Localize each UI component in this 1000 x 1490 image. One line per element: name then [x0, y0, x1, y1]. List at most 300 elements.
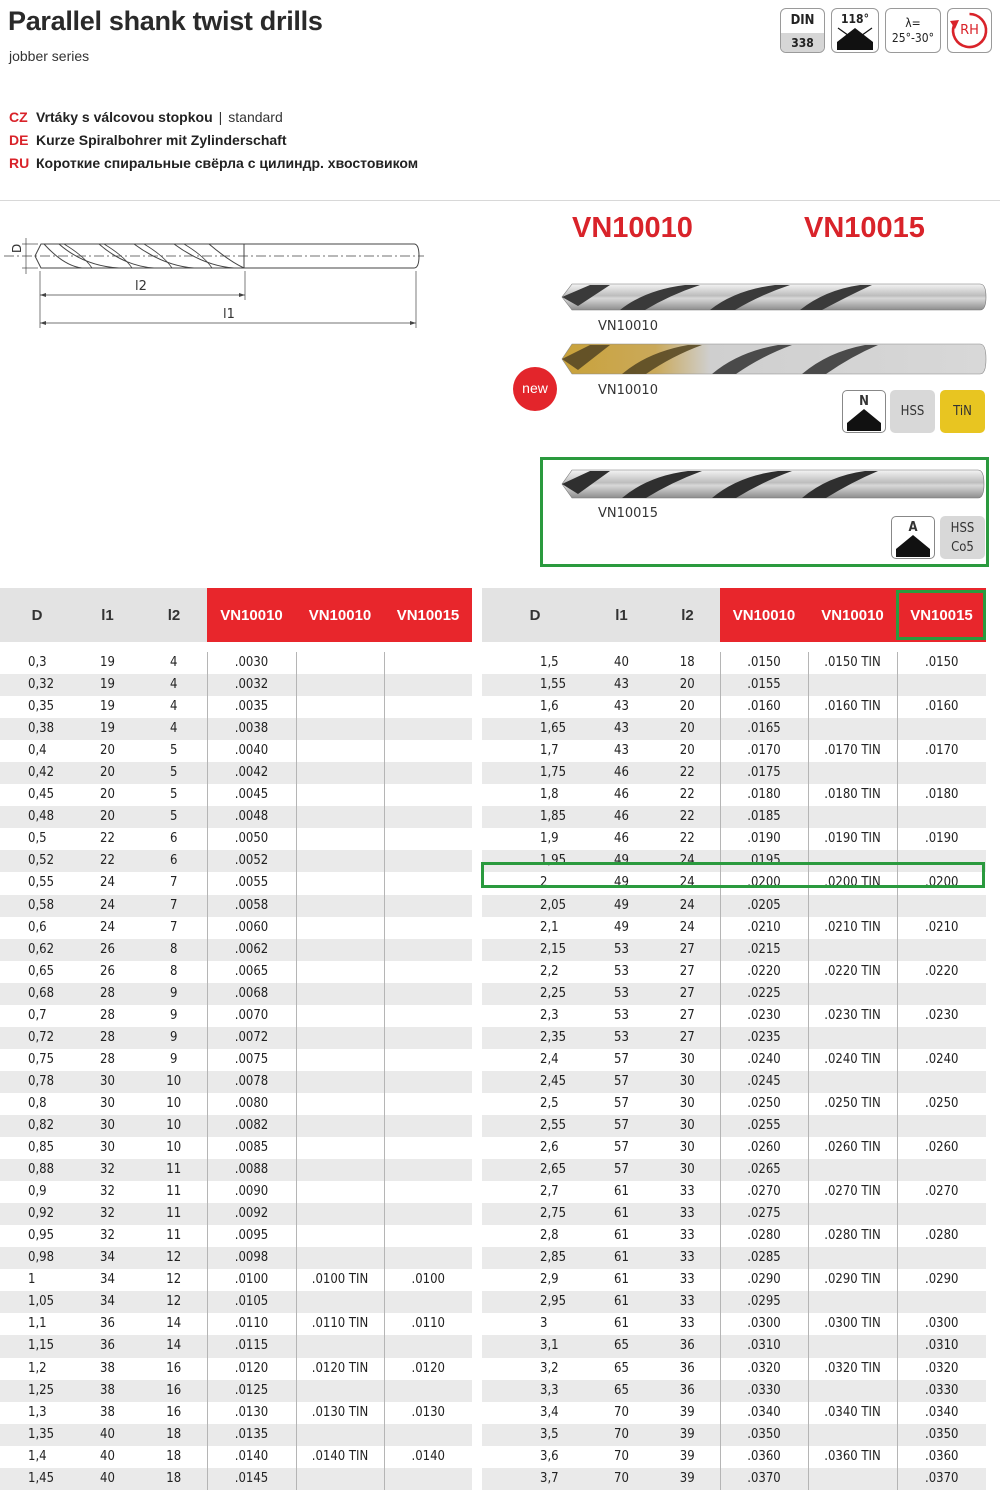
- cell-l2: 11: [141, 1159, 207, 1181]
- cell-vn10010: .0045: [207, 784, 296, 806]
- cell-l2: 39: [655, 1402, 720, 1424]
- cell-l1: 70: [588, 1446, 655, 1468]
- cell-d: 2,65: [482, 1159, 588, 1181]
- cell-vn10015: .0290: [897, 1269, 986, 1291]
- cell-vn10010-tin: [296, 1424, 384, 1446]
- table-row: [0, 1335, 472, 1357]
- cell-vn10015: [384, 784, 472, 806]
- cell-vn10015: [384, 1225, 472, 1247]
- language-code: DE: [9, 132, 29, 148]
- cell-d: 0,88: [0, 1159, 74, 1181]
- cell-l2: 36: [655, 1380, 720, 1402]
- cell-vn10010-tin: [808, 983, 897, 1005]
- cell-d: 1,4: [0, 1446, 74, 1468]
- cell-vn10010: .0130: [207, 1402, 296, 1424]
- cell-vn10010-tin: [296, 1049, 384, 1071]
- cell-l2: 4: [141, 718, 207, 740]
- cell-vn10015: [897, 718, 986, 740]
- cell-vn10010: .0110: [207, 1313, 296, 1335]
- cell-d: 0,72: [0, 1027, 74, 1049]
- cell-vn10010-tin: .0290 TIN: [808, 1269, 897, 1291]
- cell-d: 1: [0, 1269, 74, 1291]
- cell-l1: 61: [588, 1313, 655, 1335]
- cell-vn10010-tin: [296, 762, 384, 784]
- cell-l2: 20: [655, 674, 720, 696]
- cell-d: 3,7: [482, 1468, 588, 1490]
- cell-l1: 40: [74, 1468, 141, 1490]
- cell-d: 3: [482, 1313, 588, 1335]
- cell-l2: 9: [141, 983, 207, 1005]
- cell-vn10010: .0190: [720, 828, 808, 850]
- table-row: [482, 828, 986, 850]
- cell-vn10015: [384, 939, 472, 961]
- cell-l1: 20: [74, 762, 141, 784]
- cell-vn10010: .0035: [207, 696, 296, 718]
- table-row: [0, 1291, 472, 1313]
- cell-d: 2,9: [482, 1269, 588, 1291]
- cell-vn10010-tin: [296, 1181, 384, 1203]
- cell-l2: 18: [655, 652, 720, 674]
- cell-l2: 16: [141, 1380, 207, 1402]
- cell-l2: 22: [655, 762, 720, 784]
- cell-d: 1,05: [0, 1291, 74, 1313]
- cell-vn10010-tin: [296, 696, 384, 718]
- table-row: [0, 1402, 472, 1424]
- cell-vn10015: .0120: [384, 1358, 472, 1380]
- hss-co5-line2: Co5: [951, 540, 974, 555]
- cell-vn10010-tin: .0340 TIN: [808, 1402, 897, 1424]
- cell-vn10010: .0075: [207, 1049, 296, 1071]
- material-group-n-label: N: [859, 394, 869, 409]
- cell-vn10010-tin: [296, 1027, 384, 1049]
- cell-d: 3,4: [482, 1402, 588, 1424]
- table-row: [482, 1291, 986, 1313]
- cell-vn10010: .0235: [720, 1027, 808, 1049]
- cell-vn10010: .0200: [720, 872, 808, 894]
- cell-vn10010: .0175: [720, 762, 808, 784]
- language-list: [9, 106, 418, 175]
- drill-image-vn10010-tin: [560, 340, 988, 382]
- cell-vn10015: [897, 1071, 986, 1093]
- cell-vn10015: [384, 917, 472, 939]
- cell-vn10015: [897, 1159, 986, 1181]
- cell-vn10015: .0210: [897, 917, 986, 939]
- cell-vn10015: [897, 806, 986, 828]
- cell-l2: 16: [141, 1402, 207, 1424]
- cell-vn10010: .0120: [207, 1358, 296, 1380]
- cell-l2: 22: [655, 806, 720, 828]
- cell-l1: 32: [74, 1225, 141, 1247]
- cell-vn10010: .0088: [207, 1159, 296, 1181]
- cell-l1: 65: [588, 1335, 655, 1357]
- cell-d: 2,15: [482, 939, 588, 961]
- drill-image-vn10010: [560, 280, 988, 322]
- cell-vn10010: .0125: [207, 1380, 296, 1402]
- cell-l1: 61: [588, 1181, 655, 1203]
- cell-vn10015: [384, 1093, 472, 1115]
- table-row: [482, 674, 986, 696]
- cell-d: 0,42: [0, 762, 74, 784]
- cell-l2: 39: [655, 1424, 720, 1446]
- row-2mm-highlight: [481, 862, 985, 888]
- cell-vn10015: [897, 1291, 986, 1313]
- cell-vn10010-tin: [296, 1203, 384, 1225]
- cell-l1: 57: [588, 1049, 655, 1071]
- cell-vn10010-tin: .0210 TIN: [808, 917, 897, 939]
- cell-vn10010: .0050: [207, 828, 296, 850]
- table-row: [482, 740, 986, 762]
- cell-d: 2,8: [482, 1225, 588, 1247]
- cell-d: 0,6: [0, 917, 74, 939]
- column-header-l2: l2: [655, 588, 720, 642]
- cell-vn10010-tin: .0190 TIN: [808, 828, 897, 850]
- cell-l2: 7: [141, 872, 207, 894]
- cell-l2: 33: [655, 1313, 720, 1335]
- cell-vn10010: .0340: [720, 1402, 808, 1424]
- cell-l1: 36: [74, 1335, 141, 1357]
- material-group-a-label: A: [908, 520, 918, 535]
- cell-l2: 27: [655, 1027, 720, 1049]
- cell-vn10015: .0230: [897, 1005, 986, 1027]
- tin-coating-badge: TiN: [940, 390, 985, 433]
- cell-l2: 10: [141, 1093, 207, 1115]
- cell-vn10015: [384, 740, 472, 762]
- language-row-cz: [9, 106, 418, 129]
- cell-l1: 61: [588, 1247, 655, 1269]
- table-row: [482, 1446, 986, 1468]
- cell-vn10010: .0225: [720, 983, 808, 1005]
- table-row: [0, 718, 472, 740]
- table-row: [0, 1005, 472, 1027]
- language-text: Vrtáky s válcovou stopkou: [36, 109, 213, 125]
- cell-vn10015: [384, 1181, 472, 1203]
- cell-vn10015: .0360: [897, 1446, 986, 1468]
- cell-vn10015: [897, 1203, 986, 1225]
- table-row: [482, 1027, 986, 1049]
- rotation-label: RH: [960, 23, 979, 38]
- cell-vn10010-tin: .0260 TIN: [808, 1137, 897, 1159]
- cell-vn10010: .0205: [720, 895, 808, 917]
- cell-d: 2,1: [482, 917, 588, 939]
- cell-vn10015: .0310: [897, 1335, 986, 1357]
- cell-vn10010: .0250: [720, 1093, 808, 1115]
- cell-vn10010: .0255: [720, 1115, 808, 1137]
- cell-vn10010: .0370: [720, 1468, 808, 1490]
- cell-d: 2,7: [482, 1181, 588, 1203]
- din-label: DIN: [790, 13, 815, 28]
- cell-vn10010: .0310: [720, 1335, 808, 1357]
- column-header-vn10010-tin: VN10010: [296, 588, 384, 642]
- cell-vn10010: .0280: [720, 1225, 808, 1247]
- cell-l2: 20: [655, 718, 720, 740]
- cell-d: 1,6: [482, 696, 588, 718]
- table-row: [0, 1027, 472, 1049]
- cell-vn10015: .0340: [897, 1402, 986, 1424]
- cell-d: 1,1: [0, 1313, 74, 1335]
- hss-co5-badge: [940, 516, 985, 559]
- cell-vn10015: [384, 1291, 472, 1313]
- hss-co5-line1: HSS: [950, 521, 975, 536]
- table-row: [0, 1181, 472, 1203]
- cell-vn10010-tin: .0150 TIN: [808, 652, 897, 674]
- cell-vn10015: [384, 1027, 472, 1049]
- cell-vn10015: [384, 652, 472, 674]
- cell-vn10010-tin: [296, 939, 384, 961]
- cell-l1: 43: [588, 740, 655, 762]
- cell-l1: 43: [588, 718, 655, 740]
- cell-d: 2,55: [482, 1115, 588, 1137]
- cell-l1: 70: [588, 1424, 655, 1446]
- cell-vn10010: .0140: [207, 1446, 296, 1468]
- cell-vn10010-tin: .0270 TIN: [808, 1181, 897, 1203]
- cell-d: 1,35: [0, 1424, 74, 1446]
- cell-d: 2,05: [482, 895, 588, 917]
- cell-l1: 65: [588, 1380, 655, 1402]
- cell-d: 2,25: [482, 983, 588, 1005]
- cell-vn10015: [384, 1247, 472, 1269]
- cell-l1: 36: [74, 1313, 141, 1335]
- cell-vn10015: [384, 1380, 472, 1402]
- cell-d: 0,78: [0, 1071, 74, 1093]
- cell-l1: 65: [588, 1358, 655, 1380]
- cell-l1: 28: [74, 1005, 141, 1027]
- column-header-vn10010: VN10010: [207, 588, 296, 642]
- cell-vn10010: .0320: [720, 1358, 808, 1380]
- cell-vn10010: .0052: [207, 850, 296, 872]
- cell-vn10015: .0150: [897, 652, 986, 674]
- cell-d: 0,48: [0, 806, 74, 828]
- language-extra: standard: [228, 109, 283, 125]
- table-row: [482, 1093, 986, 1115]
- cell-vn10015: .0220: [897, 961, 986, 983]
- cell-l1: 53: [588, 939, 655, 961]
- cell-vn10010: .0210: [720, 917, 808, 939]
- cell-d: 2,2: [482, 961, 588, 983]
- cell-l2: 33: [655, 1247, 720, 1269]
- cell-d: 2,35: [482, 1027, 588, 1049]
- cell-vn10010-tin: [296, 718, 384, 740]
- cell-vn10010-tin: [296, 740, 384, 762]
- cell-vn10010-tin: [296, 1225, 384, 1247]
- cell-l2: 5: [141, 762, 207, 784]
- cell-l1: 32: [74, 1159, 141, 1181]
- table-row: [482, 1468, 986, 1490]
- material-group-n-badge: [842, 390, 886, 433]
- cell-vn10010: .0090: [207, 1181, 296, 1203]
- cell-vn10010-tin: [296, 1137, 384, 1159]
- cell-vn10010: .0078: [207, 1071, 296, 1093]
- cell-vn10010-tin: [808, 1159, 897, 1181]
- cell-l2: 22: [655, 828, 720, 850]
- cell-vn10015: [897, 895, 986, 917]
- cell-l1: 28: [74, 1049, 141, 1071]
- cell-l1: 40: [74, 1424, 141, 1446]
- cell-d: 2,75: [482, 1203, 588, 1225]
- table-row: [0, 1446, 472, 1468]
- cell-vn10010-tin: [296, 1380, 384, 1402]
- cell-vn10010: .0195: [720, 850, 808, 872]
- cell-l2: 24: [655, 872, 720, 894]
- cell-vn10015: [384, 828, 472, 850]
- cell-l1: 22: [74, 850, 141, 872]
- table-row: [482, 784, 986, 806]
- cell-vn10015: [384, 1468, 472, 1490]
- language-text: Kurze Spiralbohrer mit Zylinderschaft: [36, 132, 287, 148]
- cell-vn10010: .0215: [720, 939, 808, 961]
- cell-vn10010-tin: .0140 TIN: [296, 1446, 384, 1468]
- cell-l2: 27: [655, 961, 720, 983]
- cell-l1: 30: [74, 1093, 141, 1115]
- cell-vn10010-tin: [296, 872, 384, 894]
- cell-vn10010-tin: [808, 939, 897, 961]
- hss-badge: HSS: [890, 390, 935, 433]
- cell-vn10015: [384, 718, 472, 740]
- cell-vn10010: .0240: [720, 1049, 808, 1071]
- cell-vn10010: .0275: [720, 1203, 808, 1225]
- cell-d: 0,98: [0, 1247, 74, 1269]
- table-row: [0, 1203, 472, 1225]
- table-row: [482, 696, 986, 718]
- table-row: [482, 1380, 986, 1402]
- cell-l2: 7: [141, 917, 207, 939]
- cell-d: 0,58: [0, 895, 74, 917]
- cell-l2: 4: [141, 674, 207, 696]
- cell-l2: 24: [655, 895, 720, 917]
- cell-vn10010-tin: .0180 TIN: [808, 784, 897, 806]
- cell-d: 0,55: [0, 872, 74, 894]
- table-row: [0, 872, 472, 894]
- cell-l1: 38: [74, 1358, 141, 1380]
- cell-vn10010: .0160: [720, 696, 808, 718]
- table-row: [0, 1071, 472, 1093]
- cell-vn10010: .0180: [720, 784, 808, 806]
- cell-l2: 11: [141, 1225, 207, 1247]
- language-row-de: [9, 129, 418, 152]
- cell-vn10010-tin: [296, 674, 384, 696]
- table-row: [482, 1247, 986, 1269]
- table-row: [0, 850, 472, 872]
- cell-l1: 26: [74, 939, 141, 961]
- cell-l2: 5: [141, 784, 207, 806]
- cell-l2: 5: [141, 806, 207, 828]
- cell-vn10010: .0185: [720, 806, 808, 828]
- cell-d: 2,45: [482, 1071, 588, 1093]
- cell-vn10010-tin: [808, 1291, 897, 1313]
- cell-d: 2,5: [482, 1093, 588, 1115]
- cell-d: 3,3: [482, 1380, 588, 1402]
- cell-vn10010: .0260: [720, 1137, 808, 1159]
- cell-d: 0,32: [0, 674, 74, 696]
- cell-l2: 33: [655, 1225, 720, 1247]
- cell-vn10015: [384, 1203, 472, 1225]
- cell-vn10010-tin: [808, 1071, 897, 1093]
- cell-vn10010: .0270: [720, 1181, 808, 1203]
- cell-l1: 46: [588, 828, 655, 850]
- cell-vn10010-tin: .0320 TIN: [808, 1358, 897, 1380]
- cell-d: 1,65: [482, 718, 588, 740]
- cell-vn10010: .0285: [720, 1247, 808, 1269]
- cell-d: 0,92: [0, 1203, 74, 1225]
- cell-l1: 61: [588, 1291, 655, 1313]
- cell-l1: 20: [74, 806, 141, 828]
- cell-l2: 27: [655, 983, 720, 1005]
- cell-l1: 46: [588, 806, 655, 828]
- cell-vn10010-tin: [296, 806, 384, 828]
- cell-vn10010-tin: [296, 895, 384, 917]
- cell-l2: 12: [141, 1291, 207, 1313]
- column-header-d: D: [0, 588, 74, 642]
- cell-vn10010-tin: .0230 TIN: [808, 1005, 897, 1027]
- cell-l1: 53: [588, 1027, 655, 1049]
- cell-d: 0,62: [0, 939, 74, 961]
- cell-d: 0,45: [0, 784, 74, 806]
- cell-l1: 43: [588, 674, 655, 696]
- table-row: [482, 1159, 986, 1181]
- cell-vn10010-tin: .0120 TIN: [296, 1358, 384, 1380]
- cell-vn10015: [384, 1005, 472, 1027]
- cell-l1: 30: [74, 1071, 141, 1093]
- cell-vn10010-tin: .0170 TIN: [808, 740, 897, 762]
- drill-image-vn10015: [560, 466, 988, 508]
- cell-vn10010-tin: [296, 1115, 384, 1137]
- cell-vn10015: .0140: [384, 1446, 472, 1468]
- cell-d: 0,65: [0, 961, 74, 983]
- table-row: [482, 1424, 986, 1446]
- column-header-l2: l2: [141, 588, 207, 642]
- cell-vn10010-tin: .0280 TIN: [808, 1225, 897, 1247]
- cell-vn10010-tin: [296, 850, 384, 872]
- cell-vn10015: [384, 762, 472, 784]
- table-row: [482, 895, 986, 917]
- overall-length-label: l1: [223, 307, 235, 322]
- table-row: [482, 1225, 986, 1247]
- table-row: [0, 696, 472, 718]
- table-row: [0, 806, 472, 828]
- cell-vn10015: [384, 872, 472, 894]
- cell-l2: 20: [655, 696, 720, 718]
- cell-vn10010: .0082: [207, 1115, 296, 1137]
- column-header-vn10010: VN10010: [720, 588, 808, 642]
- cell-l1: 26: [74, 961, 141, 983]
- cell-d: 3,6: [482, 1446, 588, 1468]
- cell-l2: 4: [141, 696, 207, 718]
- point-geometry-a-icon: [892, 517, 934, 558]
- table-row: [482, 1203, 986, 1225]
- cell-l1: 40: [588, 652, 655, 674]
- table-row: [0, 1468, 472, 1490]
- table-row: [0, 1093, 472, 1115]
- cell-vn10010: .0098: [207, 1247, 296, 1269]
- cell-l1: 53: [588, 983, 655, 1005]
- cell-d: 0,38: [0, 718, 74, 740]
- table-row: [482, 1049, 986, 1071]
- cell-vn10010: .0360: [720, 1446, 808, 1468]
- cell-l2: 9: [141, 1005, 207, 1027]
- cell-vn10015: [384, 850, 472, 872]
- cell-vn10015: .0200: [897, 872, 986, 894]
- cell-d: 2: [482, 872, 588, 894]
- cell-d: 2,95: [482, 1291, 588, 1313]
- flute-length-label: l2: [135, 279, 147, 294]
- language-code: RU: [9, 155, 30, 171]
- cell-l2: 16: [141, 1358, 207, 1380]
- cell-l2: 22: [655, 784, 720, 806]
- cell-vn10010: .0135: [207, 1424, 296, 1446]
- language-text: Короткие спиральные свёрла с цилиндр. хвостовиком: [36, 155, 419, 171]
- table-row: [0, 1137, 472, 1159]
- table-row: [0, 983, 472, 1005]
- point-angle-value: 118°: [841, 12, 869, 26]
